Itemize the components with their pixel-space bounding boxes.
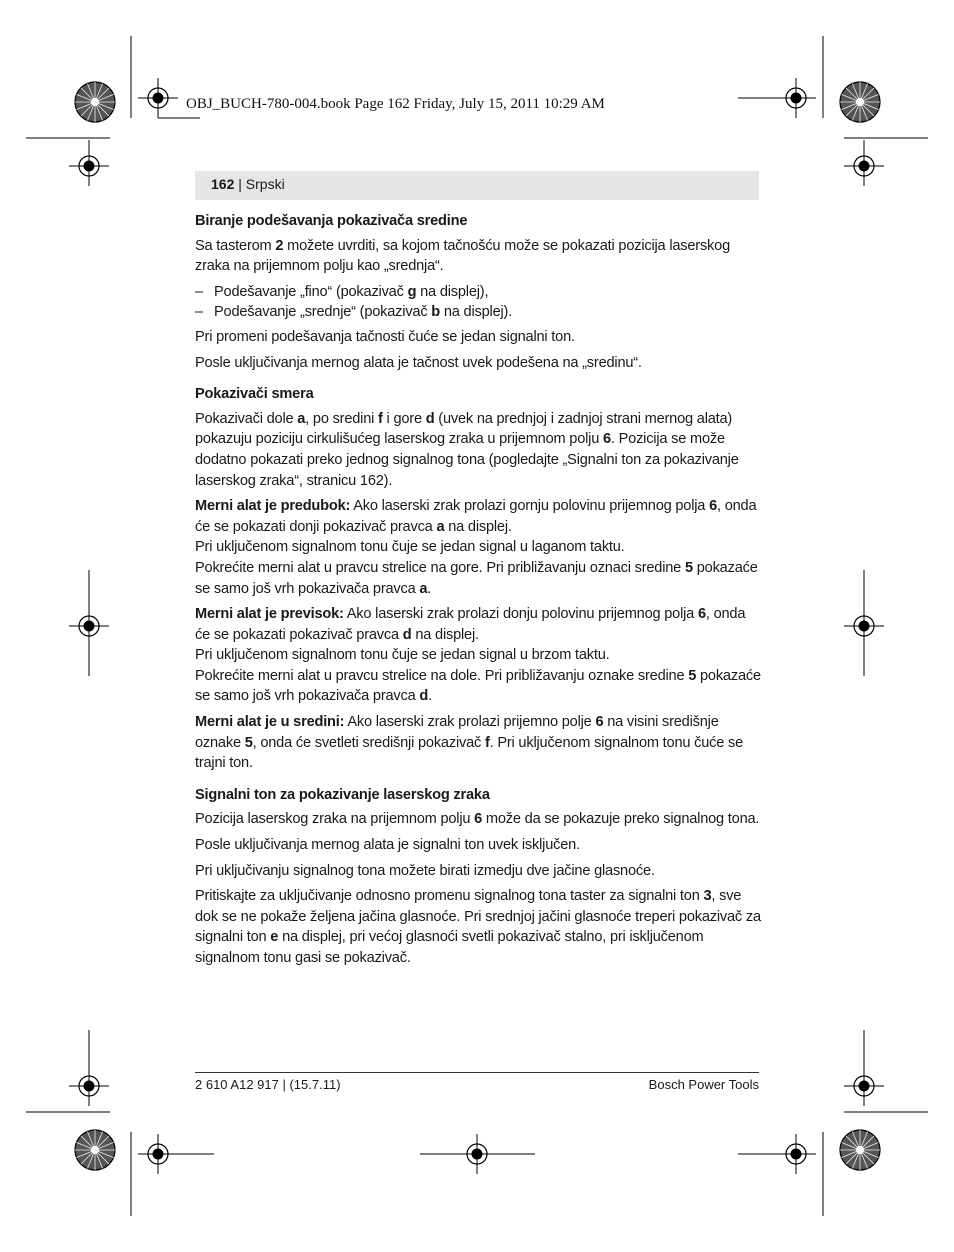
registration-mark-icon (844, 1066, 884, 1106)
header-separator: | (234, 176, 246, 192)
footer-document-code: 2 610 A12 917 | (15.7.11) (195, 1077, 341, 1092)
paragraph: Sa tasterom 2 možete uvrditi, sa kojom tačnošću može se pokazati pozicija laserskog zraka na prijemnom polju kao „srednja“. (195, 237, 730, 275)
paragraph: Pokazivači dole a, po sredini f i gore d (uvek na prednjoj i zadnjoj strani mernog alata) pokazuju poziciju cirkulišućeg laserskog zraka u prijemnom polju 6. Pozicija se može dodatno pokazati preko jednog signalnog tona (pogledajte „Signalni ton za pokazivanje laserskog zraka“, stranicu 162). (195, 410, 739, 489)
paragraph: Merni alat je u sredini: Ako laserski zrak prolazi prijemno polje 6 na visini središnje oznake 5, onda će svetleti središnji pokazivač f. Pri uključenom signalnom tonu čuće se trajni ton. (195, 714, 744, 772)
registration-mark-icon (138, 1134, 178, 1174)
paragraph: Pri uključivanju signalnog tona možete birati izmedju dve jačine glasnoće. (195, 862, 655, 879)
section-title: Pokazivači smera (195, 386, 314, 403)
paragraph: Posle uključivanja mernog alata je signalni ton uvek isključen. (195, 837, 580, 854)
page-header (195, 171, 759, 200)
registration-mark-icon (844, 606, 884, 646)
paragraph: Pozicija laserskog zraka na prijemnom polju 6 može da se pokazuje preko signalnog tona. (195, 811, 760, 828)
registration-mark-icon (69, 146, 109, 186)
registration-mark-icon (776, 78, 816, 118)
header-text (211, 176, 285, 192)
footer-brand: Bosch Power Tools (648, 1077, 759, 1092)
paragraph: Merni alat je predubok: Ako laserski zrak prolazi gornju polovinu prijemnog polja 6, onda će se pokazati donji pokazivač pravca a na displej. Pri uključenom signalnom tonu čuje se jedan signal u laganom taktu. Pokrećite merni alat u pravcu strelice na gore. Pri približavanju oznaci sredine 5 pokazaće se samo još vrh pokazivača pravca a. (195, 498, 758, 597)
section-title: Signalni ton za pokazivanje laserskog zraka (195, 786, 490, 803)
paragraph: Pritiskajte za uključivanje odnosno promenu signalnog tona taster za signalni ton 3, sve dok se ne pokaže željena jačina glasnoće. Pri srednjoj jačini glasnoće treperi pokazivač za signalni ton e na displej, pri većoj glasnoći svetli pokazivač stalno, pri isključenom signalnom tonu gasi se pokazivač. (195, 888, 761, 966)
color-rosette-icon (75, 1130, 115, 1170)
page-number: 162 (211, 176, 235, 192)
section-title: Biranje podešavanja pokazivača sredine (195, 213, 468, 229)
print-slug: OBJ_BUCH-780-004.book Page 162 Friday, July 15, 2011 10:29 AM (186, 96, 605, 112)
registration-mark-icon (844, 146, 884, 186)
registration-mark-icon (69, 1066, 109, 1106)
page-content (195, 211, 761, 974)
paragraph: Merni alat je previsok: Ako laserski zrak prolazi donju polovinu prijemnog polja 6, onda će se pokazati pokazivač pravca d na displej. Pri uključenom signalnom tonu čuje se jedan signal u brzom taktu. Pokrećite merni alat u pravcu strelice na dole. Pri približavanju oznake sredine 5 pokazaće se samo još vrh pokazivača pravca d. (195, 606, 761, 705)
color-rosette-icon (840, 82, 880, 122)
color-rosette-icon (840, 1130, 880, 1170)
registration-mark-icon (69, 606, 109, 646)
registration-mark-icon (776, 1134, 816, 1174)
color-rosette-icon (75, 82, 115, 122)
paragraph: Posle uključivanja mernog alata je tačnost uvek podešena na „sredinu“. (195, 354, 642, 371)
paragraph: Pri promeni podešavanja tačnosti čuće se jedan signalni ton. (195, 328, 575, 345)
registration-mark-icon (138, 78, 178, 118)
header-language: Srpski (245, 176, 285, 192)
registration-mark-icon (457, 1134, 497, 1174)
list-item: – Podešavanje „fino“ (pokazivač g na displej), (195, 283, 489, 300)
footer-divider (195, 1072, 759, 1073)
list-item: – Podešavanje „srednje“ (pokazivač b na displej). (195, 304, 513, 321)
